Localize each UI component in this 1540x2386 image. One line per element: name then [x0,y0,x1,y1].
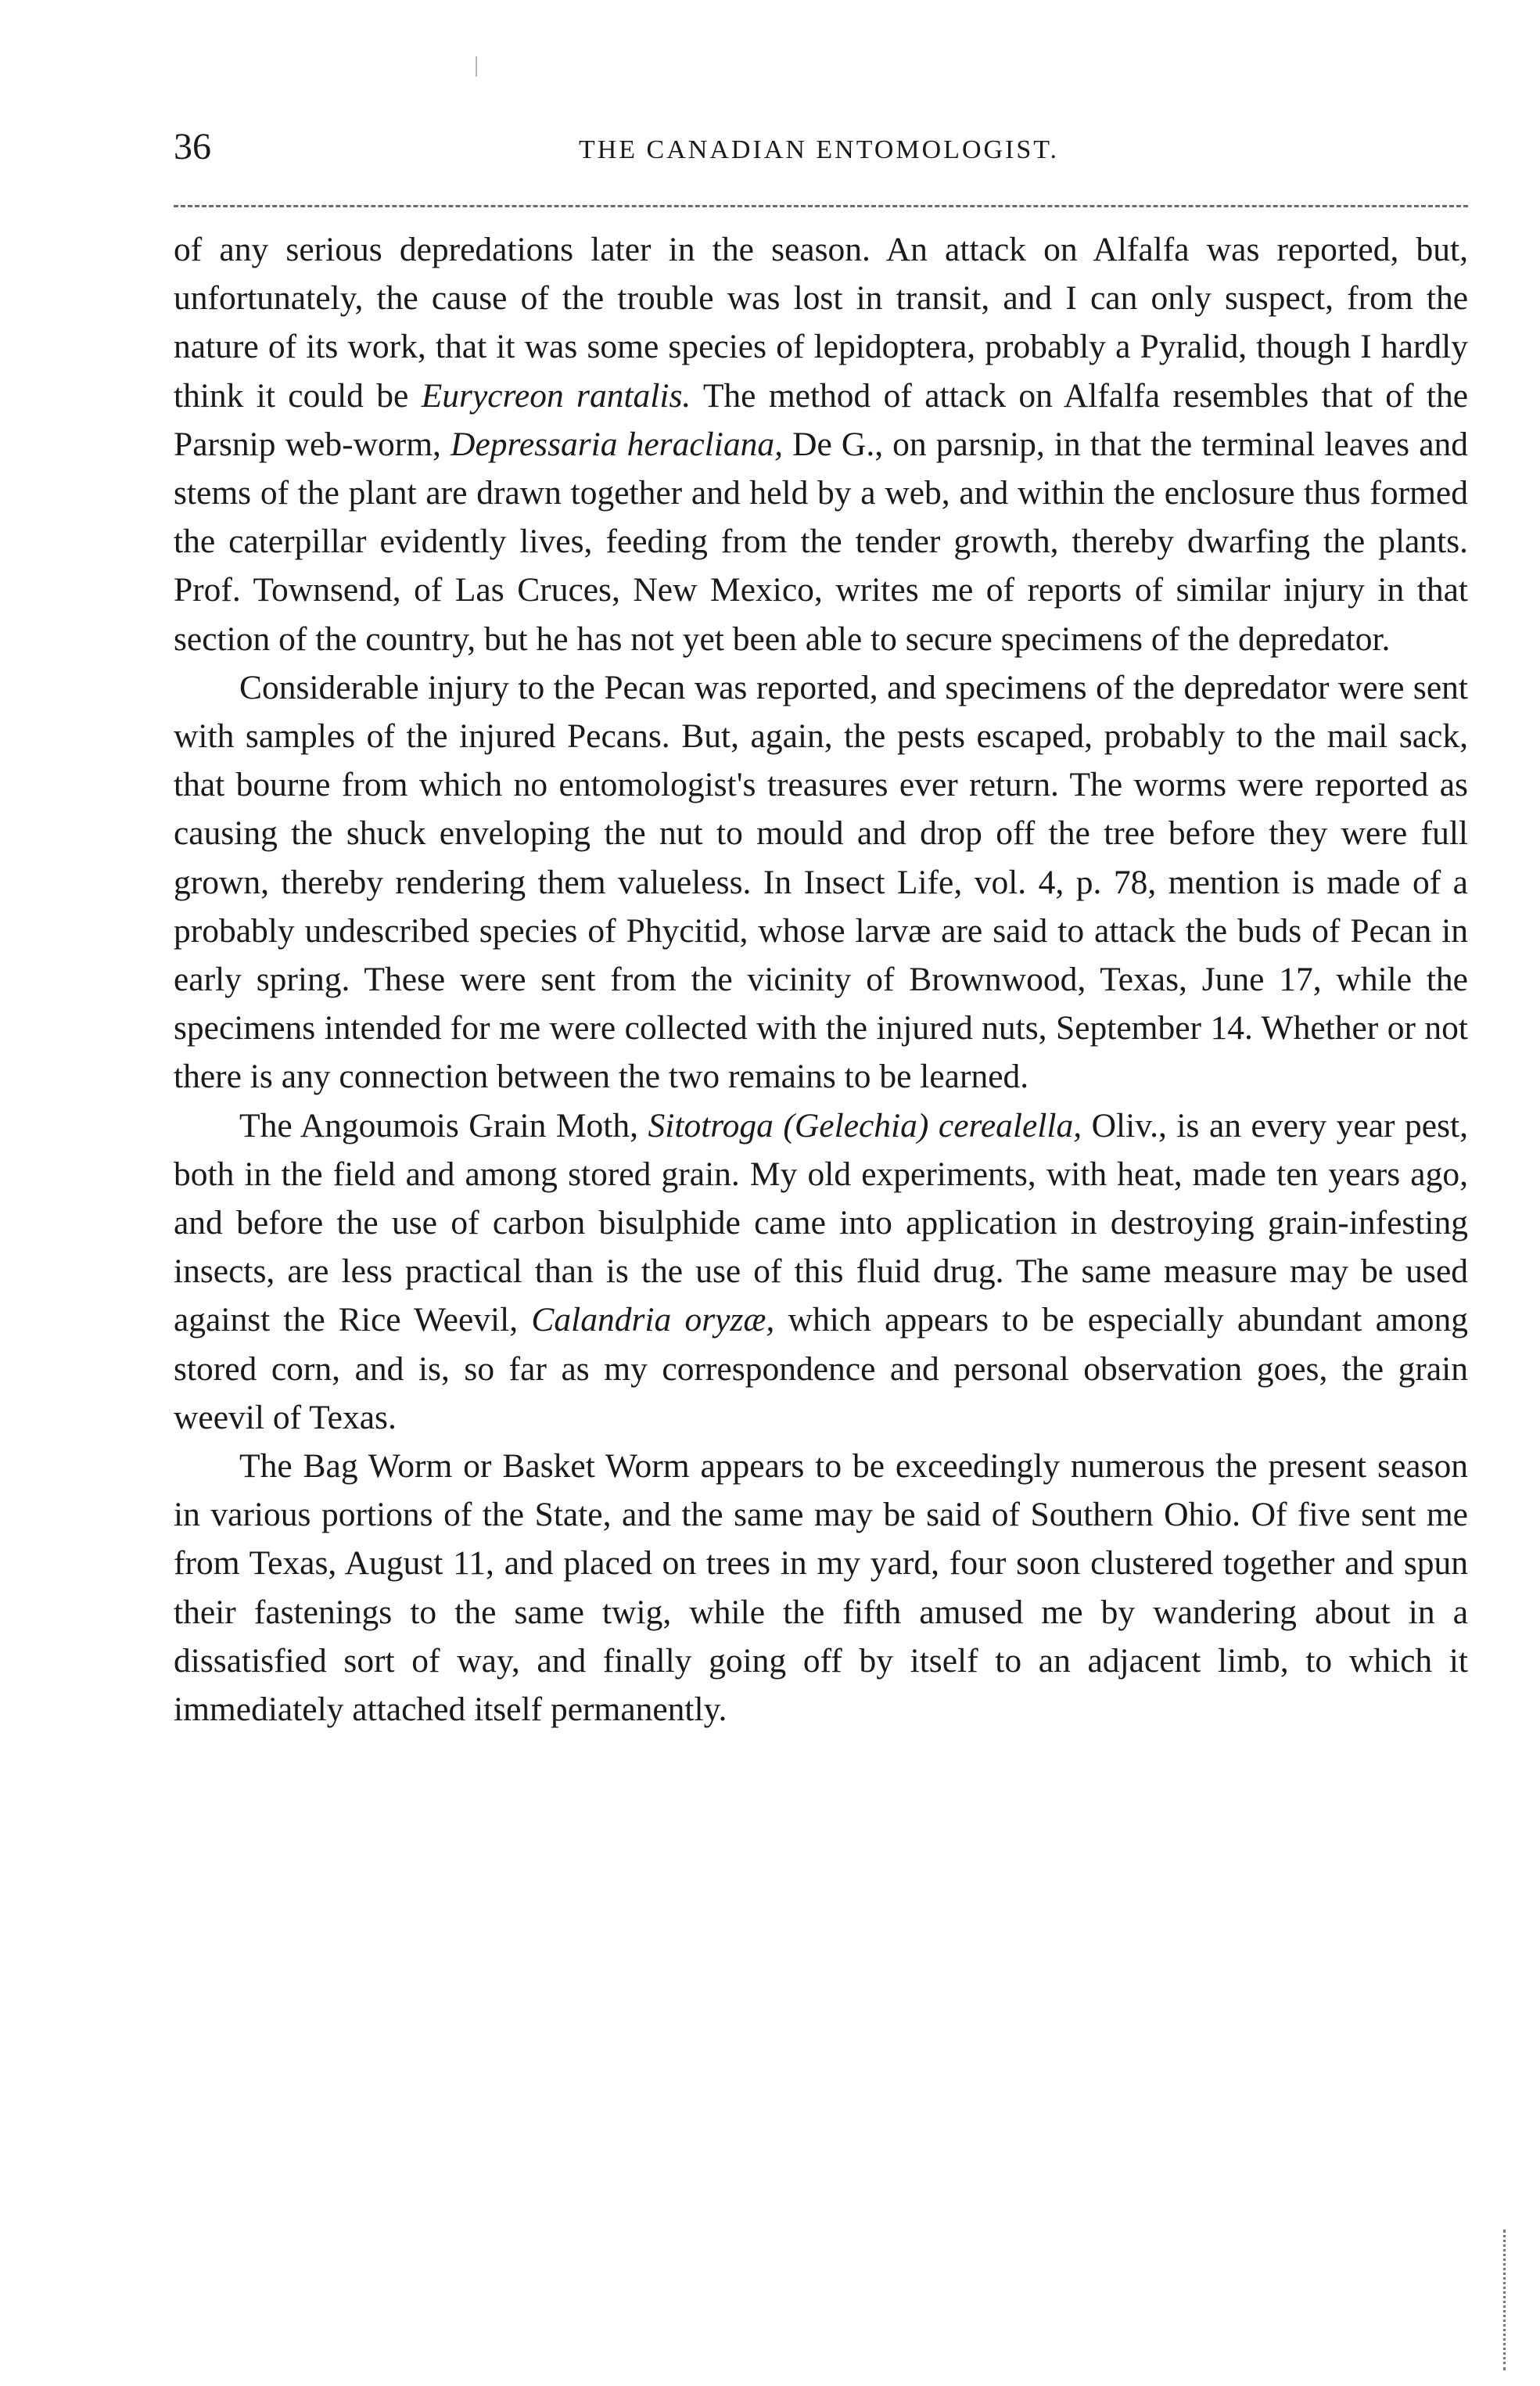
species-name: Eurycreon rantalis. [421,376,691,415]
text-run: The Bag Worm or Basket Worm appears to be exceedingly numerous the present season in various portions of the State, and the same may be said of Southern Ohio. Of five sent me from Texas, August 11, and placed on trees in my yard, four soon clustered together and spun their fastenings to the same twig, while the fifth amused me by wandering about in a dissatisfied sort of way, and finally going off by itself to an adjacent limb, to which it immediately attached itself permanently. [174,1447,1468,1729]
text-run: The method of attack on Alfalfa resembles that of the Parsnip web-worm, [174,376,1468,463]
text-run: of any serious depredations later in the season. An attack on Alfalfa was reported, but, unfortunately, the cause of the trouble was lost in transit, and I can only suspect, from the nature of its work, that it was some species of lepidoptera, probably a Pyralid, though I hardly think it could be [174,231,1468,415]
header-rule [174,205,1468,207]
margin-dotted-mark [1503,2230,1509,2370]
species-name: Calandria oryzæ, [531,1301,775,1339]
page-header [174,124,1464,178]
paragraph [174,663,1468,1101]
paragraph [174,1442,1468,1734]
scan-speck [476,56,479,77]
body-text [174,225,1468,1734]
text-run: Oliv., is an every year pest, both in the field and among stored grain. My old experiments, with heat, made ten years ago, and before the use of carbon bisulphide came into application in destroying grain-infesting insects, are less practical than is the use of this fluid drug. The same measure may be used against the Rice Weevil, [174,1106,1468,1339]
running-head: THE CANADIAN ENTOMOLOGIST. [578,135,1060,164]
text-run: De G., on parsnip, in that the terminal leaves and stems of the plant are drawn together and held by a web, and within the enclosure thus formed the caterpillar evidently lives, feeding from the tender growth, thereby dwarfing the plants. Prof. Townsend, of Las Cruces, New Mexico, writes me of reports of similar injury in that section of the country, but he has not yet been able to secure specimens of the depredator. [174,425,1469,658]
text-run: Considerable injury to the Pecan was reported, and specimens of the depredator were sent with samples of the injured Pecans. But, again, the pests escaped, probably to the mail sack, that bourne from which no entomologist's treasures ever return. The worms were reported as causing the shuck enveloping the nut to mould and drop off the tree before they were full grown, thereby rendering them valueless. In Insect Life, vol. 4, p. 78, mention is made of a probably undescribed species of Phycitid, whose larvæ are said to attack the buds of Pecan in early spring. These were sent from the vicinity of Brownwood, Texas, June 17, while the specimens intended for me were collected with the injured nuts, September 14. Whether or not there is any connection between the two remains to be learned. [174,668,1468,1096]
species-name: Depressaria heracliana, [451,425,783,463]
paragraph [174,225,1468,663]
text-run: The Angoumois Grain Moth, [239,1106,648,1144]
species-name: Sitotroga (Gelechia) cerealella, [648,1106,1082,1144]
paragraph [174,1101,1468,1442]
page-number: 36 [174,126,211,167]
text-run: which appears to be especially abundant among stored corn, and is, so far as my correspondence and personal observation goes, the grain weevil of Texas. [174,1301,1469,1436]
